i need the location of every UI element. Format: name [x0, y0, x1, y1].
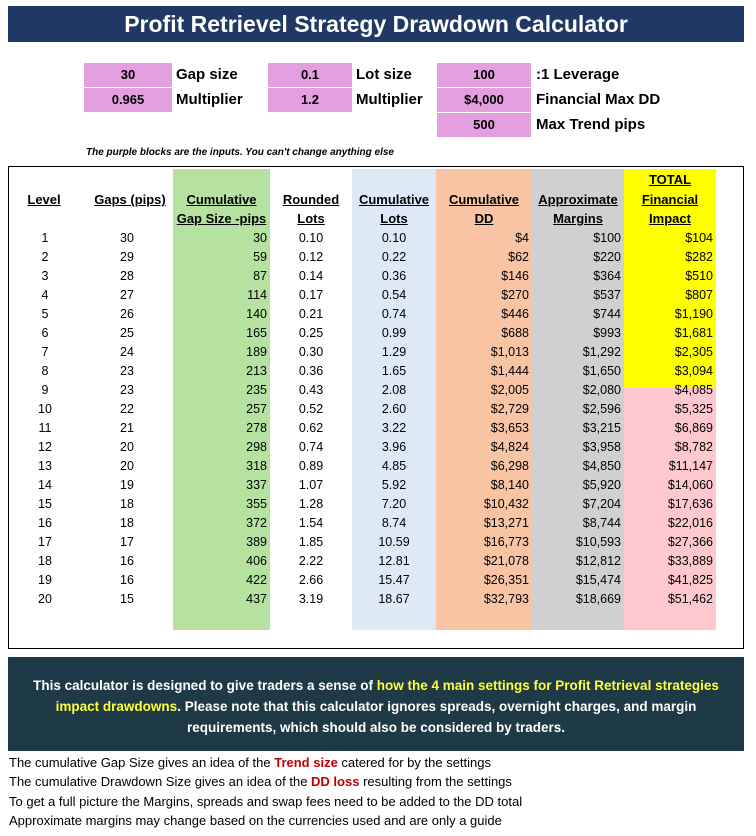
table-row: [0, 248, 756, 267]
total-cell: $2,305: [674, 345, 713, 359]
level-cell: 19: [38, 573, 52, 587]
rounded-lots-cell: 0.62: [298, 421, 324, 435]
gaps-cell: 26: [120, 307, 134, 321]
cumulative-dd-cell: $2,729: [490, 402, 529, 416]
cumulative-lots-cell: 3.22: [381, 421, 407, 435]
cumulative-dd-cell: $16,773: [483, 535, 529, 549]
rounded-lots-cell: 0.36: [298, 364, 324, 378]
cumulative-gap-cell: 189: [246, 345, 267, 359]
margins-cell: $1,292: [582, 345, 621, 359]
gaps-cell: 16: [120, 573, 134, 587]
header-cumulative-lots-2: Lots: [380, 211, 408, 226]
margins-cell: $18,669: [575, 592, 621, 606]
footer-line-2-tail: resulting from the settings: [359, 774, 512, 789]
level-cell: 15: [38, 497, 52, 511]
cumulative-gap-cell: 165: [246, 326, 267, 340]
header-margins-1: Approximate: [538, 192, 618, 207]
info-text-part1: This calculator is designed to give traders a sense of: [33, 678, 377, 693]
lot-size-input[interactable]: 0.1: [268, 63, 352, 87]
margins-cell: $12,812: [575, 554, 621, 568]
cumulative-lots-cell: 3.96: [381, 440, 407, 454]
margins-cell: $2,080: [582, 383, 621, 397]
rounded-lots-cell: 1.85: [298, 535, 324, 549]
level-cell: 18: [38, 554, 52, 568]
margins-cell: $364: [593, 269, 621, 283]
level-cell: 2: [41, 250, 49, 264]
gaps-cell: 18: [120, 516, 134, 530]
cumulative-lots-cell: 7.20: [381, 497, 407, 511]
margins-cell: $993: [593, 326, 621, 340]
cumulative-lots-cell: 0.22: [381, 250, 407, 264]
cumulative-lots-cell: 0.36: [381, 269, 407, 283]
gap-size-input[interactable]: 30: [84, 63, 172, 87]
cumulative-dd-cell: $10,432: [483, 497, 529, 511]
level-cell: 13: [38, 459, 52, 473]
margins-cell: $744: [593, 307, 621, 321]
cumulative-gap-cell: 257: [246, 402, 267, 416]
rounded-lots-cell: 1.28: [298, 497, 324, 511]
gaps-cell: 22: [120, 402, 134, 416]
cumulative-gap-cell: 140: [246, 307, 267, 321]
max-trend-pips-label: Max Trend pips: [536, 116, 646, 133]
rounded-lots-cell: 1.54: [298, 516, 324, 530]
cumulative-gap-cell: 235: [246, 383, 267, 397]
level-cell: 8: [41, 364, 49, 378]
total-cell: $27,366: [667, 535, 713, 549]
cumulative-lots-cell: 15.47: [378, 573, 410, 587]
table-row: [0, 343, 756, 362]
margins-cell: $100: [593, 231, 621, 245]
header-cumulative-dd-2: DD: [474, 211, 494, 226]
total-cell: $510: [685, 269, 713, 283]
margins-cell: $15,474: [575, 573, 621, 587]
cumulative-lots-cell: 5.92: [381, 478, 407, 492]
rounded-lots-cell: 1.07: [298, 478, 324, 492]
table-row: [0, 457, 756, 476]
cumulative-lots-cell: 1.65: [381, 364, 407, 378]
cumulative-gap-cell: 30: [253, 231, 267, 245]
cumulative-dd-cell: $2,005: [490, 383, 529, 397]
footer-line-4: Approximate margins may change based on the currencies used and are only a guide: [9, 813, 502, 828]
cumulative-gap-cell: 87: [253, 269, 267, 283]
cumulative-dd-cell: $446: [501, 307, 529, 321]
level-cell: 20: [38, 592, 52, 606]
table-row: [0, 324, 756, 343]
header-rounded-2: Lots: [297, 211, 325, 226]
cumulative-lots-cell: 10.59: [378, 535, 410, 549]
table-row: [0, 419, 756, 438]
cumulative-dd-cell: $4: [515, 231, 529, 245]
total-cell: $51,462: [667, 592, 713, 606]
table-row: [0, 229, 756, 248]
table-row: [0, 400, 756, 419]
level-cell: 6: [41, 326, 49, 340]
table-row: [0, 571, 756, 590]
financial-max-dd-input[interactable]: $4,000: [437, 88, 531, 112]
footer-line-3: To get a full picture the Margins, spreads and swap fees need to be added to the DD total: [9, 794, 523, 809]
cumulative-gap-cell: 298: [246, 440, 267, 454]
cumulative-gap-cell: 318: [246, 459, 267, 473]
cumulative-gap-cell: 406: [246, 554, 267, 568]
total-cell: $282: [685, 250, 713, 264]
header-total-2: Financial: [641, 192, 699, 207]
header-cumulative-gap-2: Gap Size -pips: [176, 211, 267, 226]
gaps-cell: 28: [120, 269, 134, 283]
table-row: [0, 590, 756, 609]
dd-loss-emphasis: DD loss: [311, 774, 360, 789]
cumulative-dd-cell: $4,824: [490, 440, 529, 454]
total-cell: $1,190: [674, 307, 713, 321]
cumulative-gap-cell: 437: [246, 592, 267, 606]
header-total-1: TOTAL: [648, 172, 692, 187]
level-cell: 16: [38, 516, 52, 530]
header-cumulative-lots-1: Cumulative: [358, 192, 430, 207]
cumulative-lots-cell: 0.10: [381, 231, 407, 245]
cumulative-lots-cell: 4.85: [381, 459, 407, 473]
leverage-input[interactable]: 100: [437, 63, 531, 87]
header-cumulative-dd-1: Cumulative: [448, 192, 520, 207]
cumulative-gap-cell: 337: [246, 478, 267, 492]
cumulative-gap-cell: 213: [246, 364, 267, 378]
margins-cell: $3,958: [582, 440, 621, 454]
table-row: [0, 495, 756, 514]
total-cell: $22,016: [667, 516, 713, 530]
gap-size-label: Gap size: [176, 66, 238, 83]
cumulative-dd-cell: $1,444: [490, 364, 529, 378]
cumulative-lots-cell: 1.29: [381, 345, 407, 359]
table-row: [0, 552, 756, 571]
rounded-lots-cell: 0.10: [298, 231, 324, 245]
inputs-note: The purple blocks are the inputs. You can't change anything else: [86, 147, 394, 158]
cumulative-dd-cell: $8,140: [490, 478, 529, 492]
gaps-cell: 18: [120, 497, 134, 511]
gaps-cell: 27: [120, 288, 134, 302]
gaps-cell: 24: [120, 345, 134, 359]
table-row: [0, 286, 756, 305]
gaps-cell: 23: [120, 383, 134, 397]
margins-cell: $8,744: [582, 516, 621, 530]
table-row: [0, 476, 756, 495]
cumulative-dd-cell: $13,271: [483, 516, 529, 530]
cumulative-gap-cell: 389: [246, 535, 267, 549]
lot-multiplier-label: Multiplier: [356, 91, 423, 108]
rounded-lots-cell: 2.66: [298, 573, 324, 587]
page-title: Profit Retrievel Strategy Drawdown Calculator: [8, 6, 744, 42]
gap-multiplier-input[interactable]: 0.965: [84, 88, 172, 112]
level-cell: 7: [41, 345, 49, 359]
total-cell: $5,325: [674, 402, 713, 416]
margins-cell: $5,920: [582, 478, 621, 492]
rounded-lots-cell: 0.30: [298, 345, 324, 359]
rounded-lots-cell: 0.25: [298, 326, 324, 340]
header-cumulative-gap-1: Cumulative: [186, 192, 257, 207]
cumulative-gap-cell: 114: [247, 288, 267, 302]
total-cell: $11,147: [668, 459, 713, 473]
table-row: [0, 267, 756, 286]
cumulative-dd-cell: $270: [501, 288, 529, 302]
rounded-lots-cell: 0.17: [298, 288, 324, 302]
header-rounded-1: Rounded: [282, 192, 340, 207]
cumulative-dd-cell: $62: [508, 250, 529, 264]
table-row: [0, 305, 756, 324]
margins-cell: $220: [593, 250, 621, 264]
level-cell: 12: [38, 440, 52, 454]
rounded-lots-cell: 3.19: [298, 592, 324, 606]
info-text-part2: . Please note that this calculator ignores spreads, overnight charges, and margin requirements, which should also be considered by traders.: [177, 699, 697, 735]
gaps-cell: 15: [120, 592, 134, 606]
gaps-cell: 23: [120, 364, 134, 378]
lot-size-label: Lot size: [356, 66, 412, 83]
total-cell: $6,869: [674, 421, 713, 435]
lot-multiplier-input[interactable]: 1.2: [268, 88, 352, 112]
rounded-lots-cell: 0.43: [298, 383, 324, 397]
cumulative-lots-cell: 2.08: [381, 383, 407, 397]
cumulative-dd-cell: $26,351: [483, 573, 529, 587]
cumulative-gap-cell: 59: [253, 250, 267, 264]
rounded-lots-cell: 0.21: [298, 307, 324, 321]
rounded-lots-cell: 2.22: [298, 554, 324, 568]
gaps-cell: 29: [120, 250, 134, 264]
cumulative-dd-cell: $32,793: [483, 592, 529, 606]
cumulative-lots-cell: 18.67: [378, 592, 410, 606]
cumulative-lots-cell: 2.60: [381, 402, 407, 416]
cumulative-lots-cell: 12.81: [378, 554, 410, 568]
margins-cell: $537: [593, 288, 621, 302]
footer-line-1-text: The cumulative Gap Size gives an idea of the: [9, 755, 275, 770]
cumulative-dd-cell: $688: [501, 326, 529, 340]
header-margins-2: Margins: [553, 211, 603, 226]
cumulative-gap-cell: 372: [246, 516, 267, 530]
gaps-cell: 17: [120, 535, 134, 549]
cumulative-dd-cell: $3,653: [490, 421, 529, 435]
gaps-cell: 19: [120, 478, 134, 492]
gaps-cell: 20: [120, 459, 134, 473]
level-cell: 9: [41, 383, 49, 397]
level-cell: 3: [41, 269, 49, 283]
cumulative-gap-cell: 422: [246, 573, 267, 587]
cumulative-lots-cell: 0.74: [381, 307, 407, 321]
table-row: [0, 381, 756, 400]
cumulative-gap-cell: 355: [246, 497, 267, 511]
rounded-lots-cell: 0.14: [298, 269, 324, 283]
level-cell: 10: [38, 402, 52, 416]
rounded-lots-cell: 0.12: [298, 250, 324, 264]
cumulative-dd-cell: $146: [501, 269, 529, 283]
total-cell: $33,889: [667, 554, 713, 568]
level-cell: 11: [38, 421, 52, 435]
header-level: Level: [27, 192, 61, 207]
footer-line-2: [9, 772, 512, 791]
gaps-cell: 16: [120, 554, 134, 568]
info-box: [8, 657, 744, 751]
gaps-cell: 21: [120, 421, 134, 435]
cumulative-gap-cell: 278: [246, 421, 267, 435]
cumulative-lots-cell: 8.74: [381, 516, 407, 530]
cumulative-lots-cell: 0.99: [381, 326, 407, 340]
margins-cell: $7,204: [582, 497, 621, 511]
table-row: [0, 438, 756, 457]
total-cell: $807: [685, 288, 713, 302]
level-cell: 1: [41, 231, 49, 245]
margins-cell: $1,650: [582, 364, 621, 378]
level-cell: 5: [41, 307, 49, 321]
level-cell: 4: [41, 288, 49, 302]
cumulative-dd-cell: $21,078: [483, 554, 529, 568]
table-row: [0, 362, 756, 381]
total-cell: $8,782: [674, 440, 713, 454]
table-body: [0, 229, 756, 609]
rounded-lots-cell: 0.52: [298, 402, 324, 416]
margins-cell: $2,596: [582, 402, 621, 416]
footer-line-1: [9, 753, 491, 772]
max-trend-pips-input[interactable]: 500: [437, 113, 531, 137]
gaps-cell: 30: [120, 231, 134, 245]
gap-multiplier-label: Multiplier: [176, 91, 243, 108]
total-cell: $4,085: [674, 383, 713, 397]
margins-cell: $10,593: [575, 535, 621, 549]
margins-cell: $3,215: [582, 421, 621, 435]
rounded-lots-cell: 0.89: [298, 459, 324, 473]
cumulative-dd-cell: $1,013: [490, 345, 529, 359]
gaps-cell: 20: [120, 440, 134, 454]
total-cell: $104: [685, 231, 713, 245]
margins-cell: $4,850: [582, 459, 621, 473]
rounded-lots-cell: 0.74: [298, 440, 324, 454]
cumulative-dd-cell: $6,298: [490, 459, 529, 473]
total-cell: $14,060: [667, 478, 713, 492]
header-total-3: Impact: [649, 211, 691, 226]
header-gaps: Gaps (pips): [94, 192, 166, 207]
total-cell: $1,681: [674, 326, 713, 340]
table-row: [0, 533, 756, 552]
level-cell: 17: [38, 535, 52, 549]
trend-size-emphasis: Trend size: [274, 755, 338, 770]
table-row: [0, 514, 756, 533]
total-cell: $41,825: [667, 573, 713, 587]
footer-line-1-tail: catered for by the settings: [337, 755, 491, 770]
level-cell: 14: [38, 478, 52, 492]
leverage-label: :1 Leverage: [536, 66, 620, 83]
cumulative-lots-cell: 0.54: [381, 288, 407, 302]
total-cell: $17,636: [667, 497, 713, 511]
total-cell: $3,094: [674, 364, 713, 378]
gaps-cell: 25: [120, 326, 134, 340]
footer-line-2-text: The cumulative Drawdown Size gives an idea of the: [9, 774, 312, 789]
info-highlight: how the 4 main settings for Profit Retrieval strategies impact drawdowns: [55, 678, 719, 714]
financial-max-dd-label: Financial Max DD: [536, 91, 661, 108]
